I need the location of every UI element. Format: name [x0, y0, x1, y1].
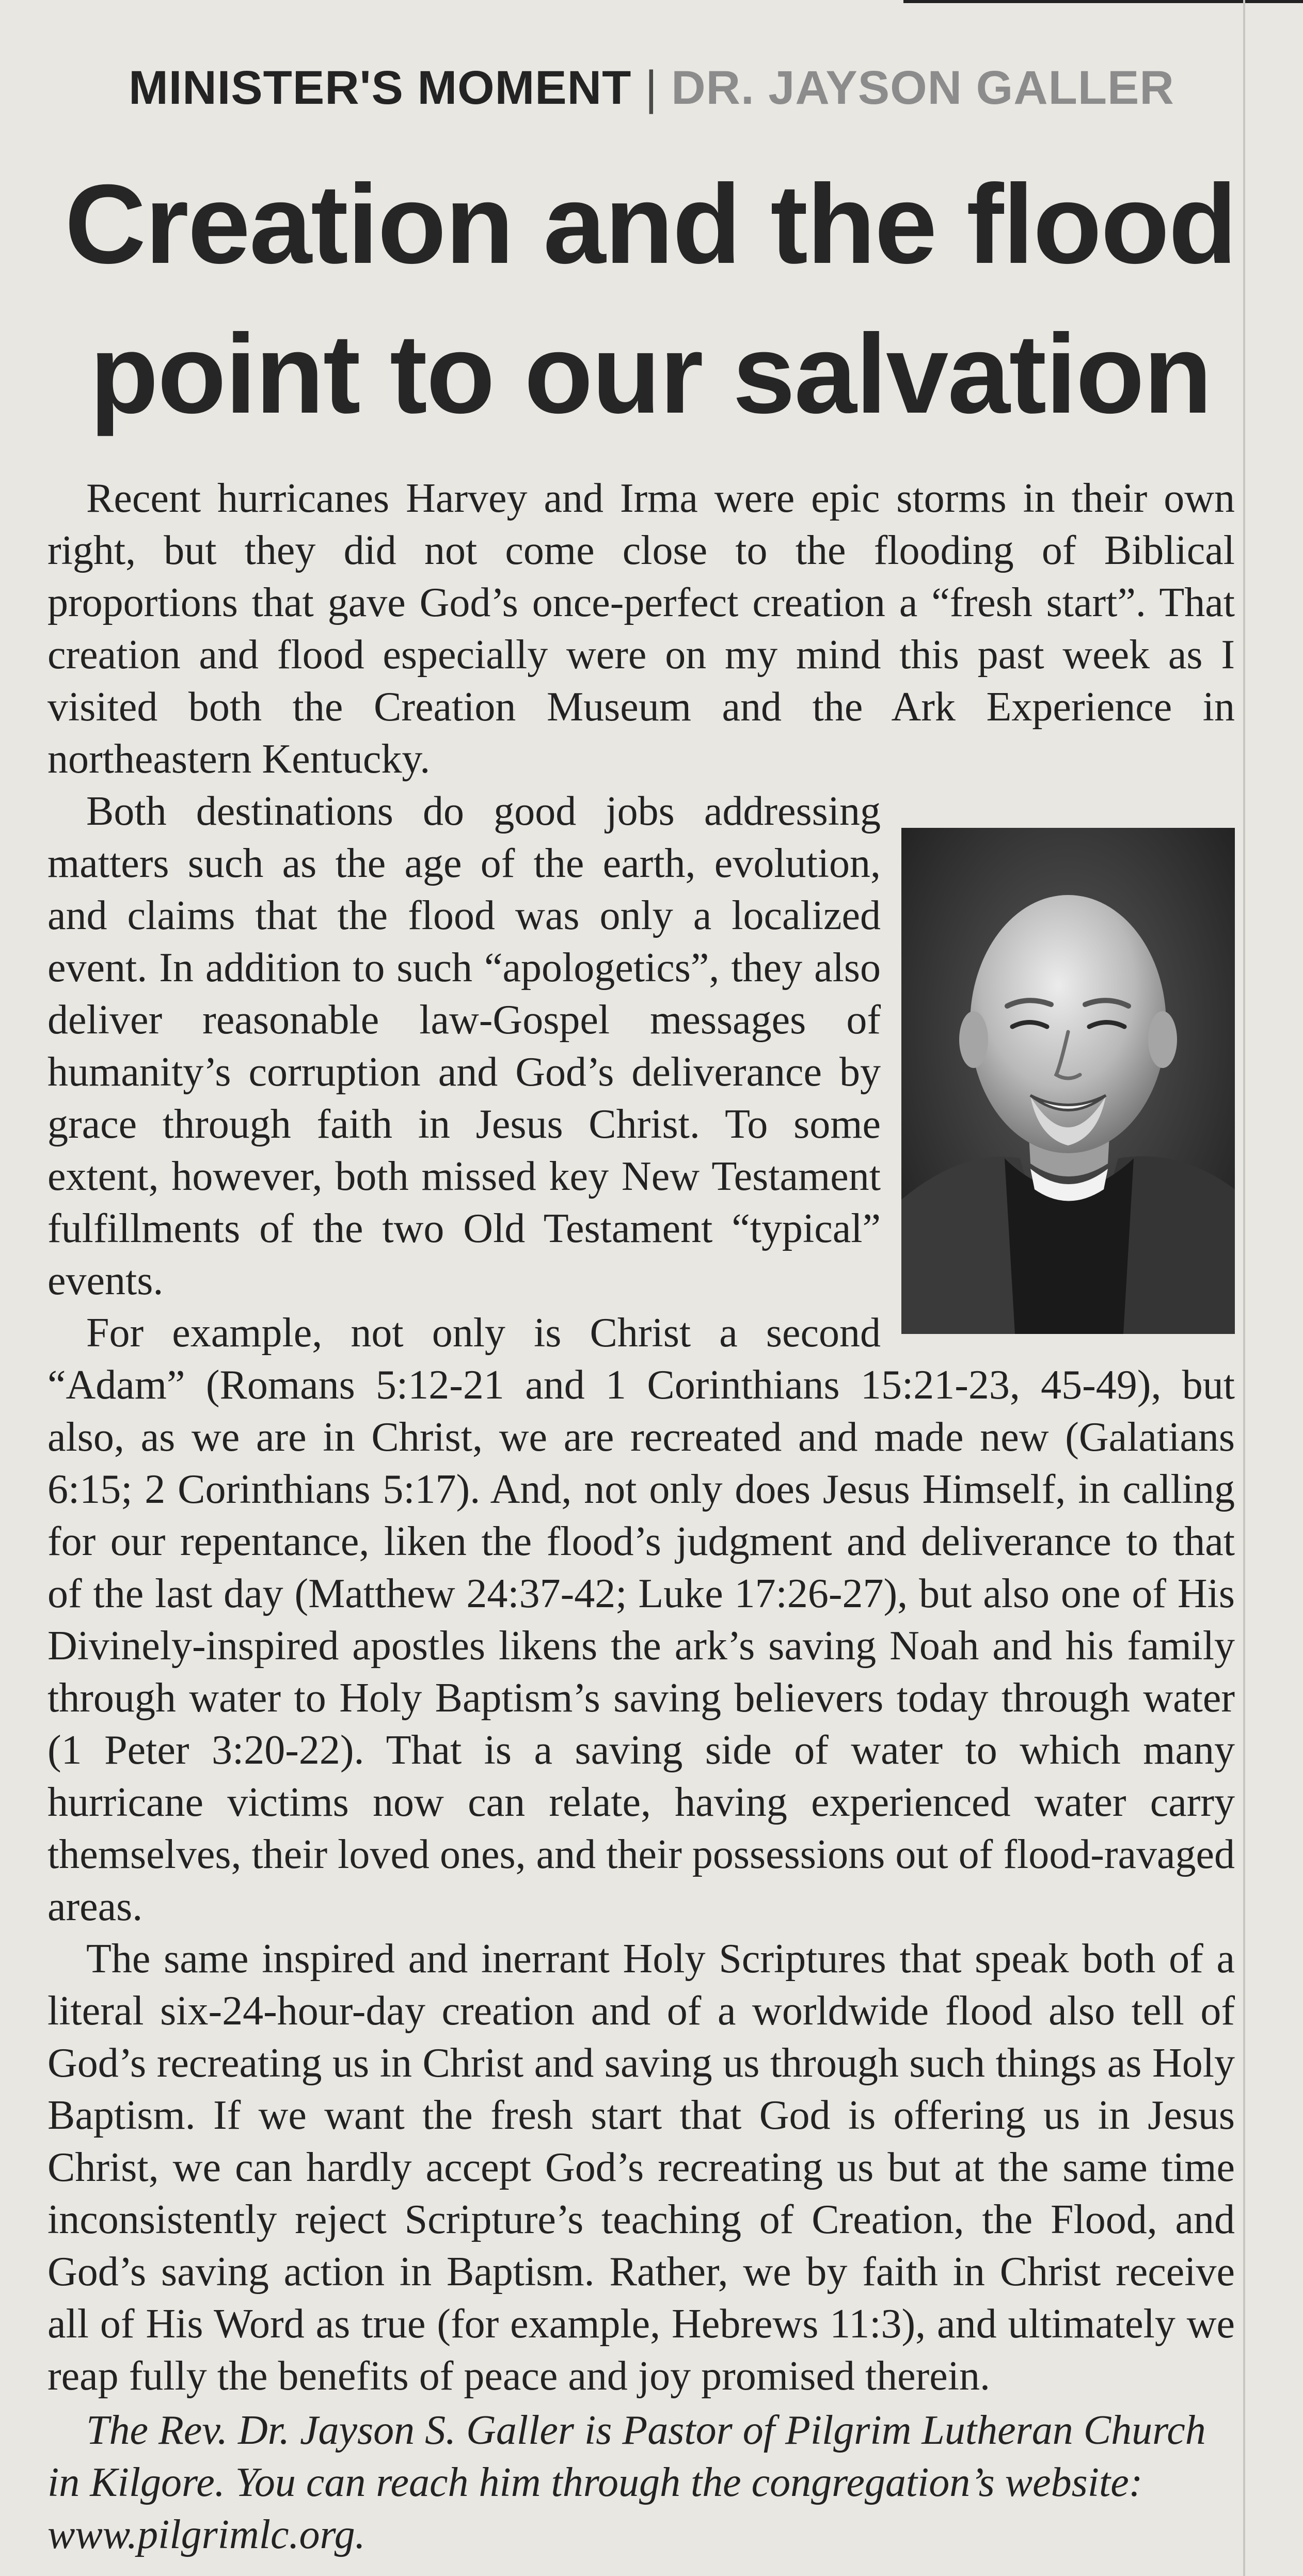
author-bio: The Rev. Dr. Jayson S. Galler is Pastor of Pilgrim Lutheran Church in Kilgore. You can reach him through the congregation’s website: www.pilgrimlc.org.: [47, 2408, 1206, 2557]
author-portrait-illustration: [901, 828, 1235, 1334]
headline-line-2: point to our salvation: [89, 311, 1212, 437]
column-edge-rule: [1243, 0, 1245, 2576]
column-header: [0, 61, 1303, 115]
paragraph-1: Recent hurricanes Harvey and Irma were epic storms in their own right, but they did not come close to the flooding of Biblical proportions that gave God’s once-perfect creation a “fresh start”. That creation and flood especially were on my mind this past week as I visited both the Creation Museum and the Ark Experience in northeastern Kentucky.: [47, 476, 1235, 782]
column-kicker: MINISTER'S MOMENT: [129, 61, 632, 114]
paragraph-2: Both destinations do good jobs addressing matters such as the age of the earth, evolution, and claims that the flood was only a localized event. In addition to such “apologetics”, they also deliver reasonable law-Gospel messages of humanity’s corruption and God’s deliverance by grace through faith in Jesus Christ. To some extent, however, both missed key New Testament fulfillments of the two Old Testament “typical” events.: [47, 789, 881, 1303]
paragraph-4: The same inspired and inerrant Holy Scriptures that speak both of a literal six-24-hour-day creation and of a worldwide flood also tell of God’s recreating us in Christ and saving us through such things as Holy Baptism. If we want the fresh start that God is offering us in Jesus Christ, we can hardly accept God’s recreating us but at the same time inconsistently reject Scripture’s teaching of Creation, the Flood, and God’s saving action in Baptism. Rather, we by faith in Christ receive all of His Word as true (for example, Hebrews 11:3), and ultimately we reap fully the benefits of peace and joy promised therein.: [47, 1936, 1235, 2399]
header-separator: |: [645, 61, 658, 114]
article-headline: [62, 150, 1239, 449]
author-photo: [901, 828, 1235, 1334]
article-body: [47, 473, 1235, 2561]
author-byline: DR. JAYSON GALLER: [671, 61, 1174, 114]
paragraph-3: For example, not only is Christ a second “Adam” (Romans 5:12-21 and 1 Corinthians 15:21-23, 45-49), but also, as we are in Christ, we are recreated and made new (Galatians 6:15; 2 Corinthians 5:17). And, not only does Jesus Himself, in calling for our repentance, liken the flood’s judgment and deliverance to that of the last day (Matthew 24:37-42; Luke 17:26-27), but also one of His Divinely-inspired apostles likens the ark’s saving Noah and his family through water to Holy Baptism’s saving believers today through water (1 Peter 3:20-22). That is a saving side of water to which many hurricane victims now can relate, having experienced water carry themselves, their loved ones, and their possessions out of flood-ravaged areas.: [47, 1310, 1235, 1929]
headline-line-1: Creation and the flood: [65, 162, 1236, 287]
